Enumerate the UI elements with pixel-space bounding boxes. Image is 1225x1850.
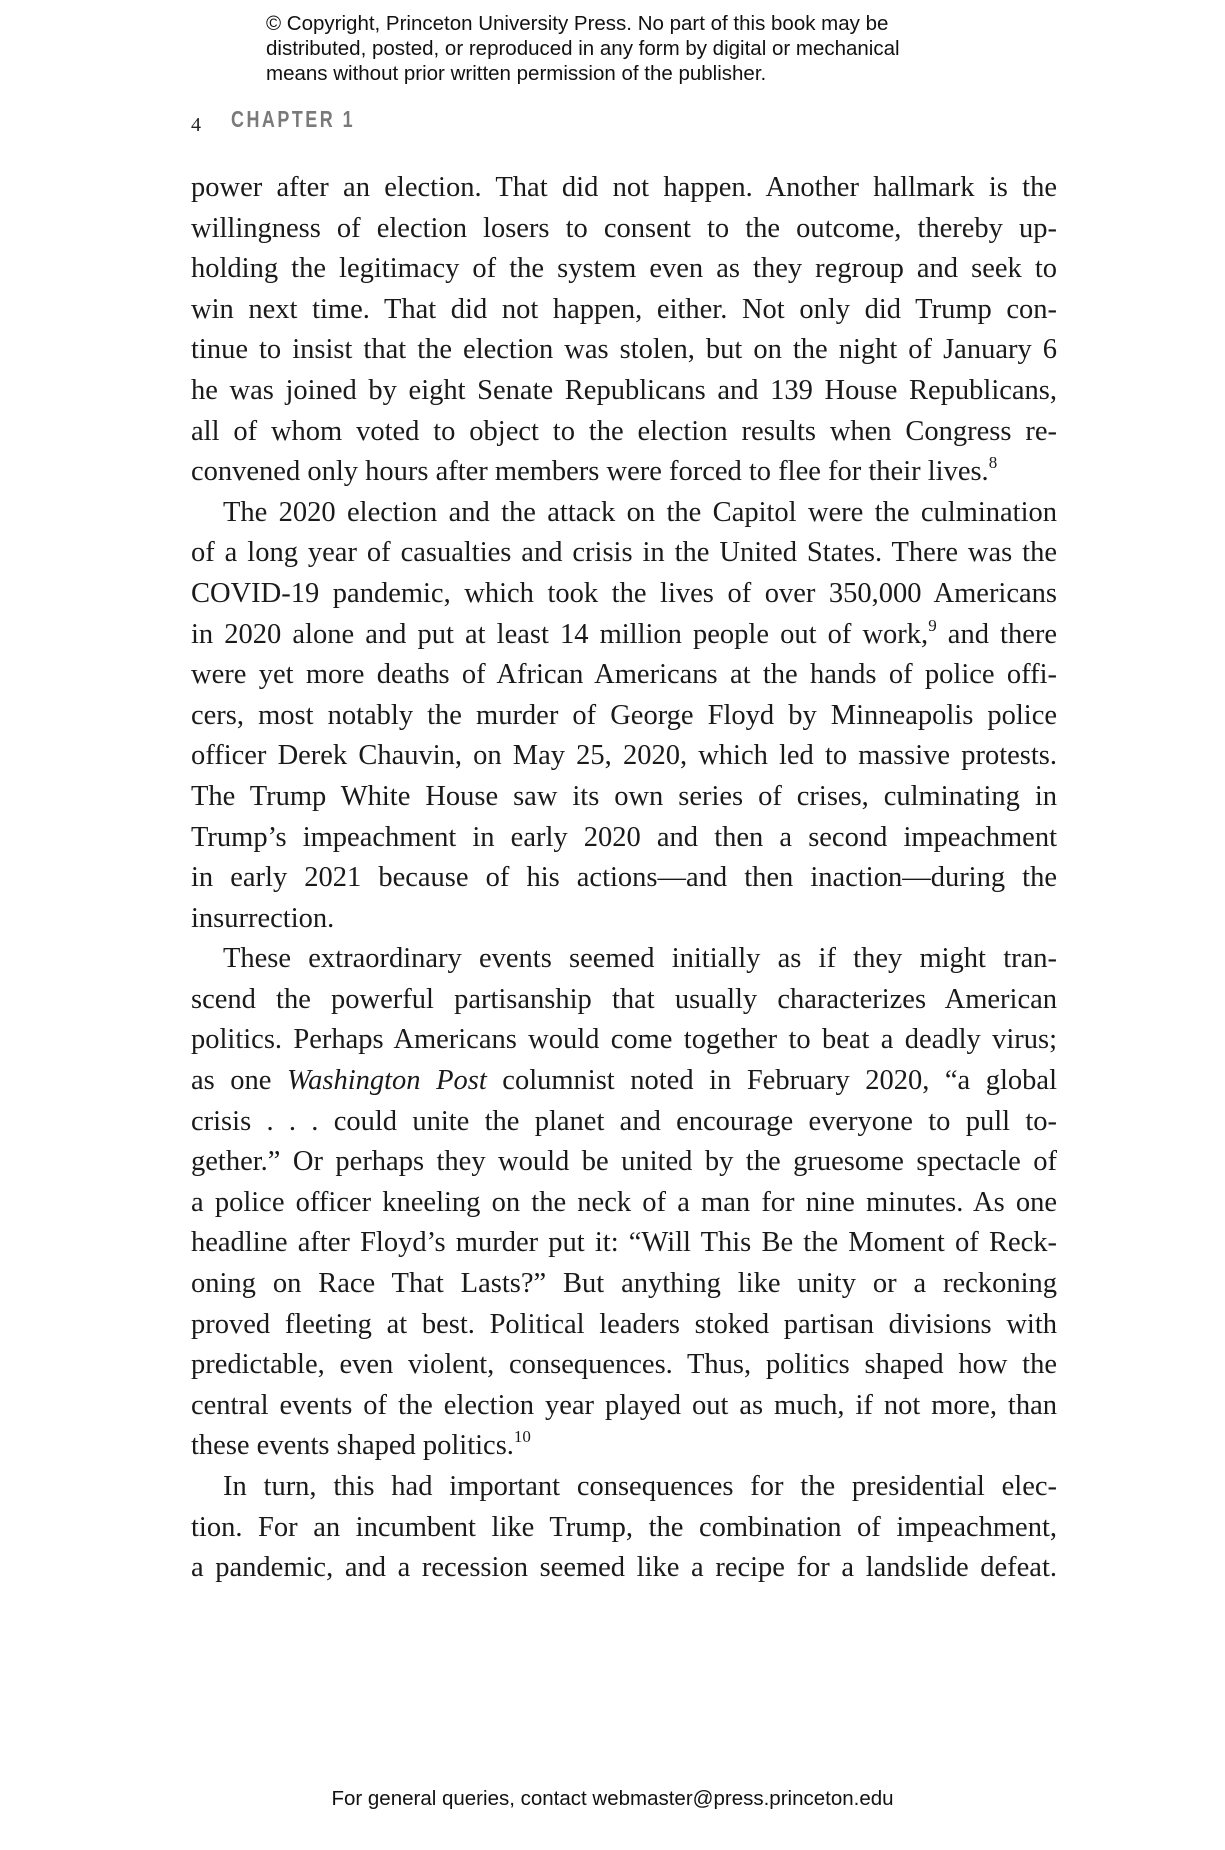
body-text [191,168,1057,1589]
text-line: cers, most notably the murder of George Floyd by Minneapolis police [191,699,1057,731]
footer-contact: For general queries, contact webmaster@press.princeton.edu [331,1787,894,1810]
paragraph-first-line: In turn, this had important consequences for the presidential elec- [223,1471,1057,1502]
text-line: a pandemic, and a recession seemed like a recipe for a landslide defeat. [191,1552,1057,1584]
text-line: willingness of election losers to consent to the outcome, thereby up- [191,212,1057,244]
text-line: holding the legitimacy of the system even as they regroup and seek to [191,253,1057,285]
text-line: win next time. That did not happen, either. Not only did Trump con- [191,293,1057,325]
text-line: oning on Race That Lasts?” But anything like unity or a reckoning [191,1268,1057,1300]
text-line: politics. Perhaps Americans would come together to beat a deadly virus; [191,1024,1057,1056]
text-line: a police officer kneeling on the neck of a man for nine minutes. As one [191,1186,1057,1218]
copyright-line: © Copyright, Princeton University Press. No part of this book may be [266,12,889,35]
page-number: 4 [191,114,201,136]
text-line: gether.” Or perhaps they would be united by the gruesome spectacle of [191,1146,1057,1178]
text-line: he was joined by eight Senate Republicans and 139 House Republicans, [191,374,1057,406]
italic-title: Washington Post [286,1065,487,1097]
text-line: tinue to insist that the election was stolen, but on the night of January 6 [191,334,1057,366]
text-line: officer Derek Chauvin, on May 25, 2020, which led to massive protests. [191,740,1057,772]
text-line: insurrection. [191,902,335,934]
text-line: Trump’s impeachment in early 2020 and then a second impeachment [191,821,1057,853]
text-line: tion. For an incumbent like Trump, the combination of impeachment, [191,1511,1057,1543]
text-line: these events shaped politics.$^{10}$ [191,1427,531,1462]
text-line: in 2020 alone and put at least 14 million people out of work,$^9$ and there [191,615,1058,650]
paragraph-first-line: The 2020 election and the attack on the Capitol were the culmination [223,496,1057,528]
footnote-reference: 10 [513,1427,531,1447]
copyright-line: means without prior written permission of the publisher. [266,62,767,85]
text-line: The Trump White House saw its own series of crises, culminating in [191,780,1057,812]
text-line: were yet more deaths of African Americans at the hands of police offi- [191,659,1057,691]
text-line: COVID-19 pandemic, which took the lives of over 350,000 Americans [191,577,1057,609]
copyright-line: distributed, posted, or reproduced in any form by digital or mechanical [266,37,900,60]
footnote-reference: 9 [928,615,937,635]
text-line: all of whom voted to object to the election results when Congress re- [191,415,1057,447]
text-line: predictable, even violent, consequences. Thus, politics shaped how the [191,1349,1057,1381]
text-line: in early 2021 because of his actions—and then inaction—during the [191,862,1057,894]
text-line: power after an election. That did not happen. Another hallmark is the [191,172,1057,203]
text-line: scend the powerful partisanship that usually characterizes American [191,983,1057,1015]
chapter-label: CHAPTER 1 [231,106,356,132]
text-line: crisis . . . could unite the planet and encourage everyone to pull to- [191,1105,1057,1137]
text-line: of a long year of casualties and crisis in the United States. There was the [191,537,1057,569]
text-line: headline after Floyd’s murder put it: “Will This Be the Moment of Reck- [191,1227,1057,1259]
footnote-reference: 8 [988,453,998,473]
text-line: proved fleeting at best. Political leaders stoked partisan divisions with [191,1308,1057,1340]
copyright-notice [266,11,966,86]
text-line: central events of the election year played out as much, if not more, than [191,1389,1057,1421]
text-line: as one Washington Post columnist noted in February 2020, “a global [191,1065,1057,1097]
paragraph-first-line: These extraordinary events seemed initially as if they might tran- [223,943,1057,975]
text-line: convened only hours after members were forced to flee for their lives.$^8$ [191,453,998,488]
